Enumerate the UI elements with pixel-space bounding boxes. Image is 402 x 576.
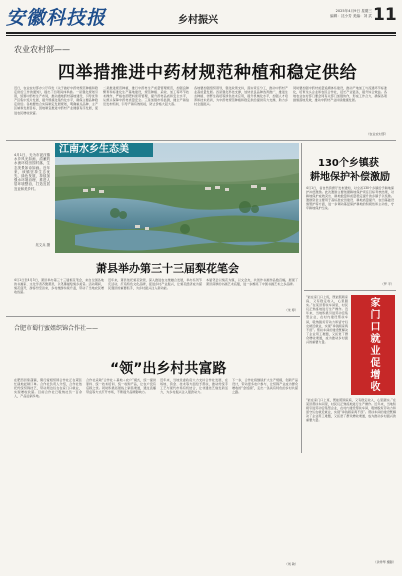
river-village-photo [55, 143, 299, 253]
article1-col3: 各地要加强组织领导，强化政策支持，落实责任分工，推动中药材产业高质量发展。四是强化科技支撑，加快优良品种选育推广，推进生态种植、仿野生栽培等绿色技术应用，提升机械化水平，加强人才培养和技术培训，为中药材规范种植和稳定供给提供有力支撑，助力乡村全面振兴。 [194, 86, 288, 107]
article1-source: （农业农村部） [366, 132, 388, 136]
article2-headline: 萧县举办第三十三届梨花笔会 [96, 262, 239, 275]
article3-source: （刘 敏） [284, 562, 298, 566]
article3-col4: 下一步，合作社将继续扩大生产规模，创新产品设计，带动更多农户参与，让织锦产业成为群众增收的“金饭碗”，走出一条具有特色的乡村共富之路。 [232, 378, 298, 395]
column-divider [301, 143, 302, 453]
divider [304, 290, 396, 291]
aerial-landscape-image [55, 143, 299, 253]
article3-col1: 在肥西县紫蓬镇，蜀行蜜姐织锦合作社正在紧张忙碌地赶制订单。合作社负责人介绍，合作社依托传统织锦技艺，带动周边妇女在家门口就业，实现增收致富。目前合作社已吸纳社员一百余人，产品远销多地。 [14, 378, 82, 399]
article5-body: “能在家门口上班，既能照顾家庭，又有稳定收入，心里踏实。”在某县帮扶车间里，村民们正熟练地进行生产操作。近年来，当地积极引进劳动密集型企业，在村内建设帮扶车间，吸纳脱贫劳动力和留守妇女就近就业，实现“挣钱顾家两不误”。帮扶车间的建设既解决了企业用工难题，又拓宽了群众增收渠道，成为推动乡村振兴的重要力量。 [306, 398, 396, 423]
divider [6, 316, 300, 317]
article1-col1: 近日，农业农村部办公厅印发《关于做好中药材规范种植和稳定供给工作的通知》，提出了四项具体举措。一是强化规划引领，统筹中药材生产布局，推动道地药材基地建设，引导优势产区集中连片发展，提升规模化集约化水平，确保主要品种稳定供给。各地要结合实际制定发展规划，明确重点品种、主产区域和发展目标，因地制宜推进中药材产业健康有序发展，促进农民增收致富。 [14, 86, 98, 115]
masthead [0, 0, 402, 32]
newspaper-logo: 安徽科技报 [6, 7, 107, 29]
article1-headline: 四举措推进中药材规范种植和稳定供给 [58, 63, 358, 83]
photo-banner: 江南水乡生态美 [55, 143, 153, 157]
divider [6, 140, 396, 141]
article4-headline-line1: 130个乡镇获 [318, 158, 379, 169]
article4-headline-line2: 耕地保护补偿激励 [310, 172, 390, 183]
article5-intro: “能在家门口上班，既能照顾家庭，又有稳定收入，心里踏实。”在某县帮扶车间里，村民们正熟练地进行生产操作。近年来，当地积极引进劳动密集型企业，在村内建设帮扶车间，吸纳脱贫劳动力和留守妇女就近就业，实现“挣钱顾家两不误”。帮扶车间的建设既解决了企业用工难题，又拓宽了群众增收渠道，成为推动乡村振兴的重要力量。 [306, 295, 348, 345]
page-number: 11 [373, 5, 397, 25]
issue-info [300, 9, 372, 19]
article2-col3: 本届笔会以梨花为媒，以文会友，共创作书画作品数百幅，展现了萧县深厚的书画艺术底蕴，进一步擦亮了中国书画艺术之乡品牌。 [206, 278, 298, 287]
article2-source: （朱 婷） [284, 308, 298, 312]
section-title: 乡村振兴 [178, 15, 218, 26]
masthead-rule-thin [6, 35, 396, 36]
article3-kicker: 合肥市蜀行蜜姐织锦合作社—— [14, 325, 99, 332]
article1-col4: 同时要加强中药材质量追溯体系建设，推动产地加工与流通环节标准化，培育龙头企业和农民合作社，延长产业链条，提升综合效益。各地农业农村部门要会同有关部门加强协作，形成工作合力，确保各项措施落地见效，推动中药材产业持续健康发展。 [293, 86, 387, 103]
article5-vertical-title [351, 295, 395, 395]
issue-date: 2025年4月9日 星期三 [335, 9, 372, 13]
article3-col3: 近年来，当地党委政府大力支持合作社发展，在场地、资金、技术等方面给予帮扶，推动传统手工艺与现代市场有机结合，让非遗技艺焕发新活力，为乡村振兴注入强劲动力。 [160, 378, 228, 395]
masthead-rule [6, 32, 396, 34]
photo-caption: 4月1日，无为市泥汊镇水乡风光如画，清澈的水流环绕田园村落，生态美景如诗如画。近年来，该镇坚持生态优先、绿色发展，持续加强水环境治理，推进人居环境整治，打造宜居宜业和美乡村。 [14, 153, 50, 191]
photo-credit: 吴文兵 摄 [35, 243, 50, 247]
article4-source: （罗 平） [380, 282, 394, 286]
article5-source: （余秀琴 摄影） [373, 560, 396, 564]
article4-body: 4月1日，省自然资源厅发布通知，对全省130个乡镇给予耕地保护补偿激励。此次激励主要依据耕地保护责任目标考核结果，对耕地保护成效突出、耕地数量和质量稳定提升的乡镇予以奖励。激励资金主要用于高标准农田建设、耕地质量提升、农田基础设施管护等方面，进一步调动基层保护耕地的积极性和主动性，守牢耕地保护红线。 [306, 186, 394, 211]
article2-col1: 4月1日至4月3日，萧县举办第三十三届梨花笔会，来自全国各地的书画家、文化学者齐聚萧县，以笔墨描绘梨乡美景。活动期间，梨花盛开，游客纷至沓来，乡村旅游持续升温，带动了当地农民增收致富。 [14, 278, 104, 295]
article2-col2: 近年来，萧县依托梨花资源，深入推进农文旅融合发展，举办系列节庆活动，打造特色文化品牌，促进乡村产业振兴，让梨花经济成为富民强县的重要抓手，为乡村振兴注入新动能。 [108, 278, 202, 291]
article1-col2: 二是推进规范种植，推行中药材生产质量管理规范，加强良种繁育和标准化生产基地建设，规范种植、采收、加工等环节技术操作，严格农药肥料使用管理，提升药材品质和安全水平，从源头保障中药材质量安全。三是加强市场监测，健全产销信息发布机制，引导产销有效衔接，防止价格大起大落。 [103, 86, 189, 107]
article1-kicker: 农业农村部—— [14, 45, 70, 54]
article3-col2: 合作社采取“合作社＋基地＋农户”模式，统一提供原料、统一技术培训、统一收购产品，让农户没有后顾之忧。同时积极拓展线上销售渠道，通过直播带货等方式打开市场，不断提升品牌影响力。 [86, 378, 156, 395]
editor-credit: 编辑：沈小芳 美编：刘 武 [330, 14, 372, 18]
vertical-title-text: 家门口就业促增收 [368, 297, 379, 393]
article3-headline: “领”出乡村共富路 [110, 361, 227, 377]
